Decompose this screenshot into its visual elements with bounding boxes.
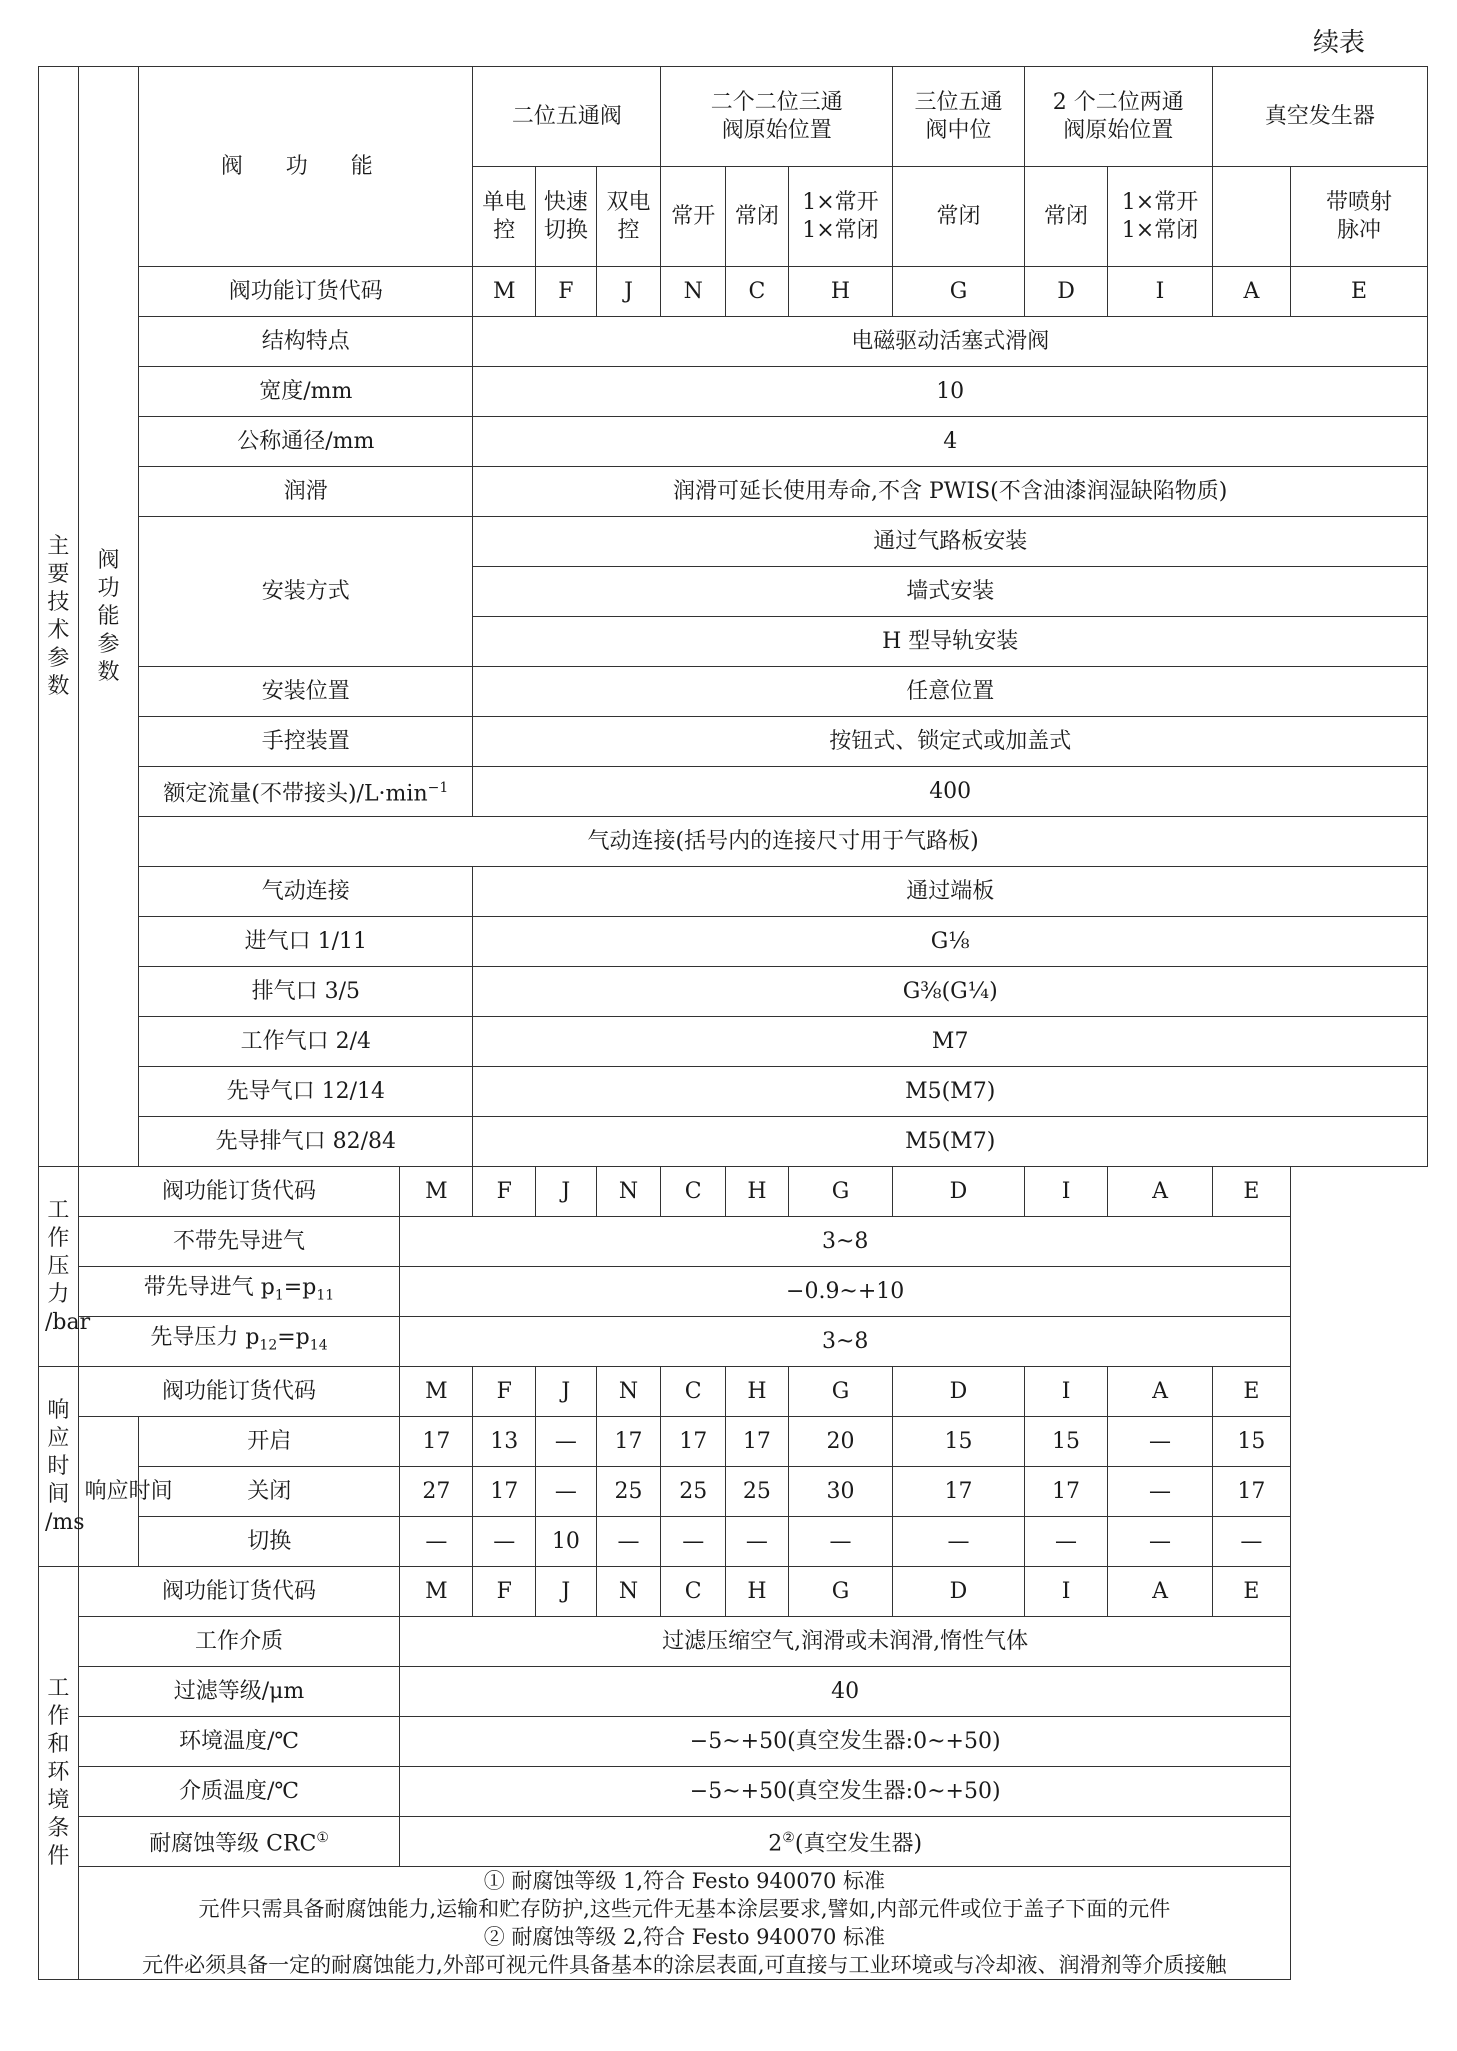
response-sub-label: 关闭 [139,1467,400,1517]
order-code-label: 阀功能订货代码 [78,1167,400,1217]
table-row [39,1617,1428,1667]
table-row [39,467,1428,517]
valve-label-char: 功 [97,575,120,601]
response-value: — [400,1517,473,1567]
param-name [139,767,473,817]
order-code-cell: N [596,1167,661,1217]
sub-header [1024,167,1108,267]
response-value: — [536,1417,597,1467]
sub-header [473,167,536,267]
order-code-cell: C [726,267,789,317]
response-label-char: 响 [47,1397,70,1423]
cell-line: 控 [493,217,516,243]
env-value [400,1717,1291,1767]
env-label-char: 作 [47,1704,70,1729]
response-value: — [726,1517,789,1567]
response-value: 27 [400,1467,473,1517]
order-code-cell: M [400,1567,473,1617]
pressure-label-char: 工 [47,1197,70,1223]
response-value: 13 [473,1417,536,1467]
cell-line: 脉冲 [1337,217,1382,243]
table-row [39,417,1428,467]
cell-line: 控 [617,217,640,243]
order-code-cell: E [1291,267,1428,317]
pressure-label-char: 压 [47,1253,70,1279]
order-code-cell: N [661,267,726,317]
response-value: — [596,1517,661,1567]
order-code-cell: H [726,1367,789,1417]
port-value: M5(M7) [473,1117,1428,1167]
response-value: 25 [661,1467,726,1517]
table-row [39,267,1428,317]
response-value: 17 [893,1467,1025,1517]
env-value-text: 2 [768,1831,783,1857]
section-label-main [39,67,79,1167]
cell-line: 二位五通阀 [511,103,622,129]
cell-text: =p [283,1274,317,1300]
order-code-cell: G [788,1367,892,1417]
table-row [39,1717,1428,1767]
order-code-cell: E [1212,1367,1290,1417]
order-code-label: 阀功能订货代码 [78,1367,400,1417]
group-header [893,67,1025,167]
order-code-cell: G [788,1567,892,1617]
order-code-cell: A [1108,1567,1212,1617]
main-label-char: 要 [47,561,70,587]
pressure-value: 3~8 [400,1317,1291,1367]
cell-line: 常开 [671,203,716,229]
response-value: — [1212,1517,1290,1567]
env-label-char: 件 [47,1844,70,1869]
cell-line: 带喷射 [1326,189,1393,215]
response-value: — [536,1467,597,1517]
order-code-cell: I [1024,1367,1108,1417]
order-code-cell: E [1212,1567,1290,1617]
pressure-name-text: 先导压力 p [150,1324,260,1350]
pressure-value: 3~8 [400,1217,1291,1267]
response-value: 17 [661,1417,726,1467]
param-value: H 型导轨安装 [473,617,1428,667]
order-code-cell: M [400,1367,473,1417]
sub-header [1108,167,1212,267]
superscript: −1 [427,780,449,797]
table-row [39,867,1428,917]
cell-line: 阀原始位置 [721,117,832,143]
env-value-text: −5~+50(真空发生器:0~+50) [689,1728,1001,1754]
param-value: 墙式安装 [473,567,1428,617]
footnote-line: 元件必须具备一定的耐腐蚀能力,外部可视元件具备基本的涂层表面,可直接与工业环境或与冷却液、润滑剂等介质接触 [142,1953,1227,1977]
valve-label-char: 参 [97,631,120,657]
footnote-line: 元件只需具备耐腐蚀能力,运输和贮存防护,这些元件无基本涂层要求,譬如,内部元件或位于盖子下面的元件 [198,1897,1171,1921]
order-code-cell: F [473,1167,536,1217]
response-value: — [1024,1517,1108,1567]
param-value: 润滑可延长使用寿命,不含 PWIS(不含油漆润湿缺陷物质) [473,467,1428,517]
port-name: 排气口 3/5 [139,967,473,1017]
section-label-valve-params [78,67,139,1167]
table-row [39,1367,1428,1417]
group-header [1024,67,1212,167]
order-code-label: 阀功能订货代码 [139,267,473,317]
param-name-text: 手控装置 [261,728,350,754]
order-code-cell: C [661,1367,726,1417]
table-row [39,1167,1428,1217]
sub-header [788,167,892,267]
pressure-label-char: 力 [47,1281,70,1307]
param-name: 宽度/mm [139,367,473,417]
pressure-name [78,1217,400,1267]
order-code-cell: J [536,1367,597,1417]
response-value: — [661,1517,726,1567]
port-name: 工作气口 2/4 [139,1017,473,1067]
spec-table [38,66,1428,1980]
port-value: 通过端板 [473,867,1428,917]
footnote-line: ① 耐腐蚀等级 1,符合 Festo 940070 标准 [483,1869,885,1893]
response-value: 15 [893,1417,1025,1467]
order-code-cell: H [726,1567,789,1617]
pneumatic-heading: 气动连接(括号内的连接尺寸用于气路板) [139,817,1428,867]
env-value [400,1667,1291,1717]
response-label-char: /ms [45,1509,85,1535]
cell-text: =p [277,1324,310,1350]
table-row [39,1467,1428,1517]
sub-header [1212,167,1290,267]
cell-line: 1×常闭 [802,217,879,243]
response-value: 17 [1024,1467,1108,1517]
response-value: 17 [726,1417,789,1467]
order-code-cell: C [661,1567,726,1617]
valve-label-char: 阀 [97,547,120,573]
order-code-cell: F [536,267,597,317]
response-value: 17 [596,1417,661,1467]
group-header [1212,67,1427,167]
cell-line: 阀中位 [925,117,992,143]
response-value: — [788,1517,892,1567]
group-header [661,67,893,167]
env-value-text: 过滤压缩空气,润滑或未润滑,惰性气体 [662,1628,1029,1654]
response-sub-label: 开启 [139,1417,400,1467]
table-row [39,1817,1428,1867]
subscript: 1 [274,1287,284,1304]
sub-header [536,167,597,267]
env-name-text: 介质温度/℃ [178,1778,299,1804]
env-value-text: −5~+50(真空发生器:0~+50) [689,1778,1001,1804]
port-value: M7 [473,1017,1428,1067]
param-name [139,717,473,767]
pressure-name [78,1317,400,1367]
response-value: — [1108,1467,1212,1517]
table-row [39,67,1428,167]
response-value: 25 [596,1467,661,1517]
param-name: 润滑 [139,467,473,517]
cell-line: 切换 [543,217,588,243]
env-label-char: 和 [47,1732,70,1757]
table-row [39,1267,1428,1317]
order-code-cell: F [473,1367,536,1417]
order-code-cell: I [1024,1567,1108,1617]
order-code-cell: H [726,1167,789,1217]
param-name: 安装方式 [139,517,473,667]
param-value: 任意位置 [473,667,1428,717]
order-code-cell: M [473,267,536,317]
response-value: 30 [788,1467,892,1517]
section-label-response [39,1367,85,1567]
order-code-cell: F [473,1567,536,1617]
continued-label: 续表 [1312,28,1365,58]
param-value: 通过气路板安装 [473,517,1428,567]
table-row [39,1117,1428,1167]
cell-line: 常闭 [1044,203,1089,229]
env-name [78,1667,400,1717]
param-name [139,667,473,717]
port-name: 先导排气口 82/84 [139,1117,473,1167]
order-code-cell: D [1024,267,1108,317]
order-code-cell: G [788,1167,892,1217]
response-value: — [473,1517,536,1567]
superscript: ① [316,1830,329,1847]
pressure-label-char: /bar [45,1309,91,1335]
cell-line: 1×常开 [802,189,879,215]
param-name: 结构特点 [139,317,473,367]
pressure-name-text: 带先导进气 p [143,1274,275,1300]
env-value [400,1767,1291,1817]
response-value: — [1108,1417,1212,1467]
response-name: 响应时间 [78,1417,139,1567]
subscript: 14 [309,1337,328,1354]
env-name [78,1817,400,1867]
env-value-rest: (真空发生器) [794,1831,923,1857]
order-code-cell: A [1212,267,1290,317]
pressure-label-char: 作 [47,1225,70,1251]
env-name-text: 耐腐蚀等级 CRC [149,1831,317,1857]
env-label-char: 环 [47,1760,70,1785]
table-row [39,667,1428,717]
param-name-text: 安装位置 [261,678,350,704]
port-value: G⅜(G¼) [473,967,1428,1017]
env-label-char: 条 [47,1816,70,1841]
footnote-line: ② 耐腐蚀等级 2,符合 Festo 940070 标准 [483,1925,885,1949]
order-code-cell: D [893,1567,1025,1617]
table-row [39,1567,1428,1617]
port-name: 气动连接 [139,867,473,917]
function-label: 阀 功 能 [220,153,391,179]
sub-header [1291,167,1428,267]
order-code-cell: I [1024,1167,1108,1217]
cell-line: 单电 [482,189,527,215]
order-code-cell: N [596,1367,661,1417]
cell-line: 真空发生器 [1264,103,1375,129]
cell-line: 二个二位三通 [710,89,843,115]
param-value: 400 [473,767,1428,817]
response-value: 17 [400,1417,473,1467]
table-row [39,1417,1428,1467]
order-code-label: 阀功能订货代码 [78,1567,400,1617]
order-code-cell: D [893,1167,1025,1217]
main-label-char: 参 [47,645,70,671]
table-row [39,767,1428,817]
env-label-char: 工 [47,1676,70,1701]
footnotes [78,1867,1290,1980]
env-name-text: 环境温度/℃ [178,1728,299,1754]
pressure-value: −0.9~+10 [400,1267,1291,1317]
table-row [39,967,1428,1017]
order-code-cell: G [893,267,1025,317]
env-value-text: 40 [831,1678,860,1704]
order-code-cell: M [400,1167,473,1217]
env-label-char: 境 [47,1788,70,1813]
port-name: 先导气口 12/14 [139,1067,473,1117]
valve-label-char: 能 [97,603,120,629]
sub-header [661,167,726,267]
sub-header [726,167,789,267]
response-value: 20 [788,1417,892,1467]
order-code-cell: E [1212,1167,1290,1217]
param-name-text: 额定流量(不带接头)/L·min [163,781,428,807]
response-value: 17 [473,1467,536,1517]
table-row [39,1017,1428,1067]
env-value [400,1617,1291,1667]
order-code-cell: H [788,267,892,317]
env-value [400,1817,1291,1867]
pressure-name [78,1267,400,1317]
sub-header [893,167,1025,267]
param-name: 公称通径/mm [139,417,473,467]
table-row [39,1317,1428,1367]
response-label-char: 时 [47,1453,70,1479]
main-label-char: 数 [47,673,70,699]
cell-line: 双电 [606,189,651,215]
order-code-cell: N [596,1567,661,1617]
response-label-char: 间 [47,1481,70,1507]
response-value: 15 [1024,1417,1108,1467]
main-label-char: 技 [47,589,70,615]
table-row [39,1067,1428,1117]
cell-line: 三位五通 [914,89,1003,115]
main-label-char: 术 [47,617,70,643]
sub-header [596,167,661,267]
response-value: 25 [726,1467,789,1517]
table-row [39,917,1428,967]
response-sub-label: 切换 [139,1517,400,1567]
cell-line: 常闭 [734,203,779,229]
env-name-text: 工作介质 [194,1628,283,1654]
port-name: 进气口 1/11 [139,917,473,967]
env-name [78,1717,400,1767]
main-label-char: 主 [47,533,70,559]
table-row [39,1867,1428,1980]
function-header [139,67,473,267]
cell-line: 2 个二位两通 [1052,89,1184,115]
table-row [39,317,1428,367]
port-value: G⅛ [473,917,1428,967]
order-code-cell: A [1108,1367,1212,1417]
response-value: 15 [1212,1417,1290,1467]
param-value: 电磁驱动活塞式滑阀 [473,317,1428,367]
cell-line: 1×常开 [1121,189,1199,215]
order-code-cell: I [1108,267,1212,317]
superscript: ② [782,1830,795,1847]
env-name [78,1617,400,1667]
table-row [39,1667,1428,1717]
response-value: — [1108,1517,1212,1567]
table-row [39,517,1428,567]
env-name-text: 过滤等级/μm [173,1678,305,1704]
order-code-cell: D [893,1367,1025,1417]
table-row [39,1517,1428,1567]
response-value: — [893,1517,1025,1567]
response-value: 10 [536,1517,597,1567]
table-row [39,367,1428,417]
subscript: 11 [316,1287,335,1304]
order-code-cell: A [1108,1167,1212,1217]
cell-line: 快速 [543,189,588,215]
param-value: 按钮式、锁定式或加盖式 [473,717,1428,767]
order-code-cell: J [536,1167,597,1217]
section-label-env [39,1567,79,1980]
order-code-cell: J [536,1567,597,1617]
section-label-pressure [39,1167,91,1367]
cell-line: 1×常闭 [1121,217,1199,243]
response-value: 17 [1212,1467,1290,1517]
order-code-cell: C [661,1167,726,1217]
valve-label-char: 数 [97,659,120,685]
param-value: 10 [473,367,1428,417]
pressure-name-text: 不带先导进气 [172,1228,305,1254]
table-row [39,1217,1428,1267]
group-header [473,67,661,167]
table-row [39,1767,1428,1817]
subscript: 12 [259,1337,278,1354]
env-name [78,1767,400,1817]
table-row [39,717,1428,767]
table-row [39,817,1428,867]
param-value: 4 [473,417,1428,467]
port-value: M5(M7) [473,1067,1428,1117]
order-code-cell: J [596,267,661,317]
response-label-char: 应 [47,1425,70,1451]
cell-line: 常闭 [936,203,981,229]
cell-line: 阀原始位置 [1063,117,1174,143]
